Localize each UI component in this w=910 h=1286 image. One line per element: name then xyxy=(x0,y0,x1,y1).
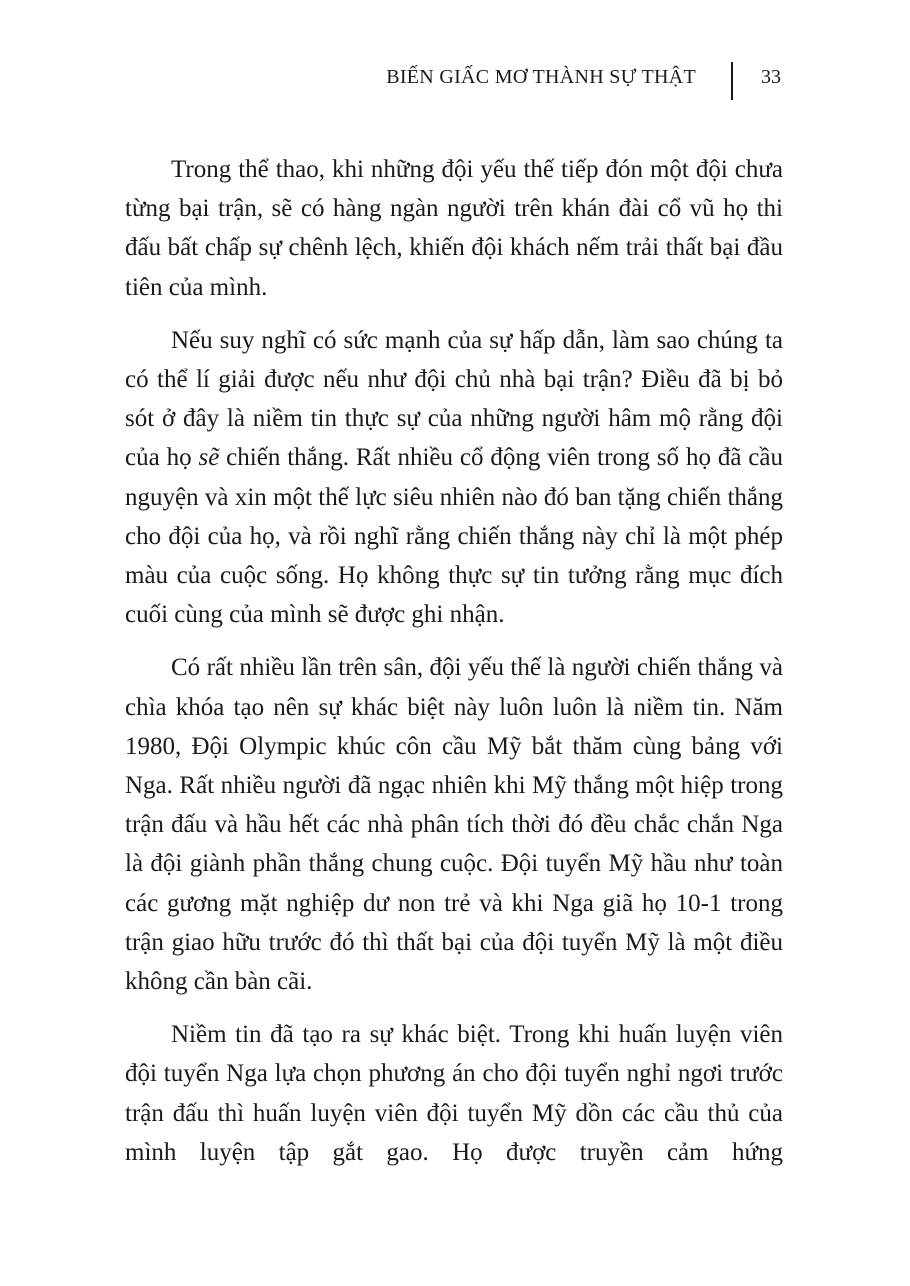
running-title: BIẾN GIẤC MƠ THÀNH SỰ THẬT xyxy=(386,66,696,88)
running-header xyxy=(0,62,910,102)
paragraph-2-text-start: Nếu suy nghĩ có sức mạnh của sự hấp dẫn, làm sao chúng ta có thể lí giải được nếu như đội chủ nhà bại trận? Điều đã bị bỏ sót ở đây là niềm tin thực sự của những người hâm mộ rằng đội của họ xyxy=(125,326,783,472)
paragraph-2-text-end: chiến thắng. Rất nhiều cổ động viên trong số họ đã cầu nguyện và xin một thế lực siêu nhiên nào đó ban tặng chiến thắng cho đội của họ, và rồi nghĩ rằng chiến thắng này chỉ là một phép màu của cuộc sống. Họ không thực sự tin tưởng rằng mục đích cuối cùng của mình sẽ được ghi nhận. xyxy=(125,444,783,629)
emphasis-word: sẽ xyxy=(198,444,220,472)
page-number: 33 xyxy=(761,66,781,88)
paragraph-4: Niềm tin đã tạo ra sự khác biệt. Trong khi huấn luyện viên đội tuyển Nga lựa chọn phương án cho đội tuyển nghỉ ngơi trước trận đấu thì huấn luyện viên đội tuyển Mỹ dồn các cầu thủ của mình luyện tập gắt gao. Họ được truyền cảm hứng xyxy=(125,1021,783,1166)
paragraph-1: Trong thể thao, khi những đội yếu thế tiếp đón một đội chưa từng bại trận, sẽ có hàng ngàn người trên khán đài cổ vũ họ thi đấu bất chấp sự chênh lệch, khiến đội khách nếm trải thất bại đầu tiên của mình. xyxy=(125,156,783,301)
paragraph-3: Có rất nhiều lần trên sân, đội yếu thế là người chiến thắng và chìa khóa tạo nên sự khác biệt này luôn luôn là niềm tin. Năm 1980, Đội Olympic khúc côn cầu Mỹ bắt thăm cùng bảng với Nga. Rất nhiều người đã ngạc nhiên khi Mỹ thắng một hiệp trong trận đấu và hầu hết các nhà phân tích thời đó đều chắc chắn Nga là đội giành phần thắng chung cuộc. Đội tuyển Mỹ hầu như toàn các gương mặt nghiệp dư non trẻ và khi Nga giã họ 10-1 trong trận giao hữu trước đó thì thất bại của đội tuyển Mỹ là một điều không cần bàn cãi. xyxy=(125,654,783,996)
paragraph-2 xyxy=(125,321,783,635)
header-divider xyxy=(731,62,733,100)
body-text xyxy=(125,150,783,1186)
